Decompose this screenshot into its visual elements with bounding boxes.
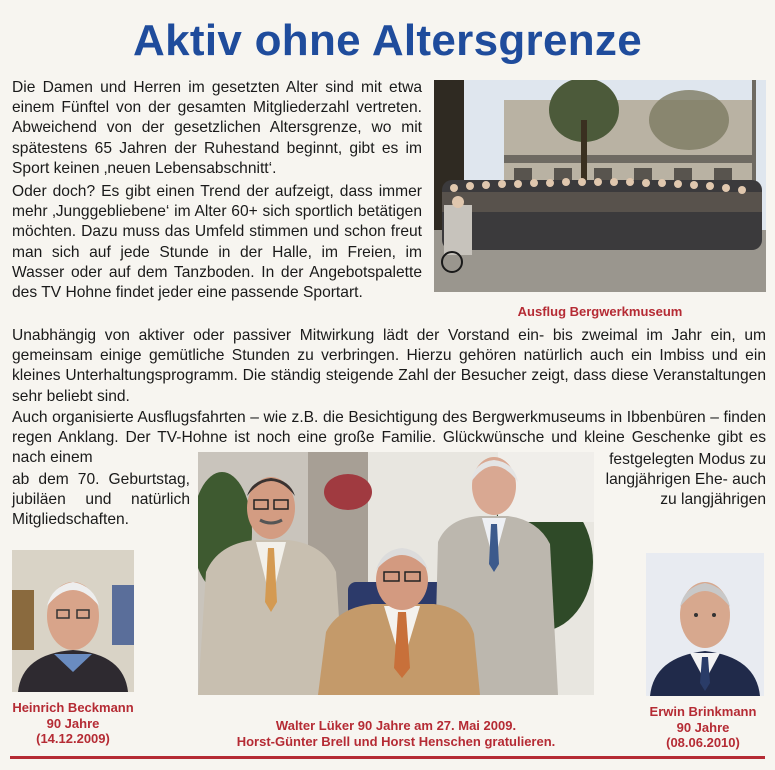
paragraph-events: Unabhängig von aktiver oder passiver Mitwirkung lädt der Vorstand ein- bis zweimal im Jahr ein, um gemeinsam einige gemütliche Stunden zu verbringen. Hierzu gehören natürlich auch ein Imbiss und ein kleines Unterhaltungsprogramm. Die ständig steigende Zahl der Besucher zeigt, dass diese Veranstaltungen sehr beliebt sind.	[12, 327, 766, 405]
caption-brinkmann	[630, 704, 775, 751]
caption-beckmann	[0, 700, 146, 747]
paragraph-excursions-left: ab dem 70. Geburtstag, jubiläen und natürlich Mitgliedschaften.	[12, 471, 190, 529]
caption-beckmann-age: 90 Jahre	[46, 715, 100, 731]
group-photo-museum	[434, 80, 766, 292]
caption-lueker-line1: Walter Lüker 90 Jahre am 27. Mai 2009.	[275, 718, 517, 733]
caption-beckmann-date: (14.12.2009)	[36, 731, 110, 746]
caption-brinkmann-date: (08.06.2010)	[666, 735, 740, 750]
portrait-erwin-brinkmann	[646, 553, 764, 696]
portrait-heinrich-beckmann	[12, 550, 134, 692]
paragraph-excursions-right: festgelegten Modus zu langjährigen Ehe- auch zu langjährigen	[605, 451, 766, 509]
photo-walter-lueker	[198, 452, 594, 695]
paragraph-excursions: Auch organisierte Ausflugsfahrten – wie z.B. die Besichtigung des Bergwerkmuseums in Ibbenbüren – finden regen Anklang. Der TV-Hohne ist noch eine große Familie. Glückwünsche und kleine Geschenke gibt es nach einem	[12, 409, 766, 467]
page-title: Aktiv ohne Altersgrenze	[133, 16, 642, 65]
paragraph-trend: Oder doch? Es gibt einen Trend der aufzeigt, dass immer mehr ‚Junggebliebene‘ im Alter 60+ sich sportlich betätigen möchten. Dazu muss das Umfeld stimmen und schon freut man sich auf jede Stunde in der Halle, im Freien, im Wasser oder auf dem Tanzboden. In der Angebotspalette des TV Hohne findet jeder eine passende Sportart.	[12, 183, 422, 302]
caption-museum: Ausflug Bergwerkmuseum	[517, 304, 683, 319]
bottom-rule	[10, 756, 765, 759]
caption-brinkmann-age: 90 Jahre	[676, 719, 730, 735]
caption-beckmann-name: Heinrich Beckmann	[12, 700, 134, 715]
paragraph-intro: Die Damen und Herren im gesetzten Alter sind mit etwa einem Fünftel von der gesamten Mitgliederzahl vertreten. Abweichend von der gesetzlichen Altersgrenze, wo mit spätestens 65 Jahren der Ruhestand beginnt, gibt es im Sport keinen ‚neuen Lebensabschnitt‘.	[12, 79, 422, 177]
caption-brinkmann-name: Erwin Brinkmann	[649, 704, 757, 719]
caption-lueker	[198, 718, 594, 749]
caption-lueker-line2: Horst-Günter Brell und Horst Henschen gratulieren.	[236, 733, 556, 749]
